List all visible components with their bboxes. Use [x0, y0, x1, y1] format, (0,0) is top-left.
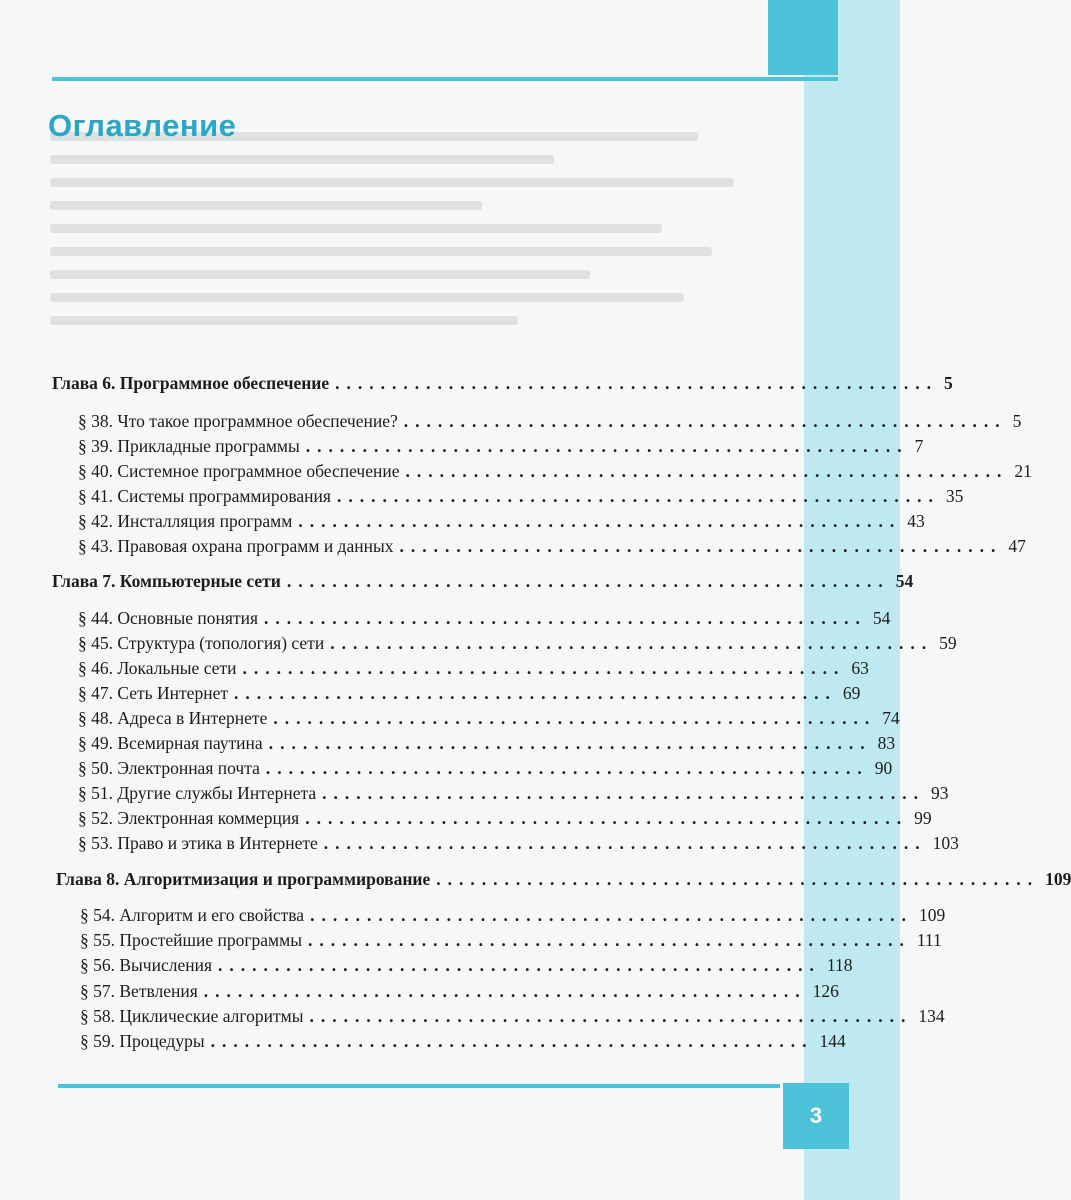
section-title: § 48. Адреса в Интернете: [78, 708, 268, 728]
toc-section-54[interactable]: [80, 904, 946, 926]
section-title: § 45. Структура (топология) сети: [78, 633, 325, 653]
section-page: 43: [907, 511, 925, 531]
footer-rule: [58, 1084, 780, 1088]
section-title: § 39. Прикладные программы: [78, 436, 300, 456]
dot-leader: .....................................................: [203, 981, 807, 1001]
section-title: § 43. Правовая охрана программ и данных: [78, 536, 394, 556]
section-title: § 47. Сеть Интернет: [78, 683, 228, 703]
page-title: Оглавление: [48, 108, 237, 143]
section-page: 118: [826, 955, 853, 975]
toc-section-55[interactable]: [80, 929, 942, 951]
section-page: 5: [1012, 411, 1022, 431]
section-title: § 56. Вычисления: [80, 955, 213, 975]
section-page: 21: [1014, 461, 1032, 481]
toc-section-39[interactable]: [78, 435, 924, 457]
toc-section-53[interactable]: [78, 832, 959, 854]
dot-leader: .....................................................: [305, 436, 909, 456]
toc-section-49[interactable]: [78, 732, 896, 754]
section-page: 134: [918, 1006, 945, 1026]
section-title: § 55. Простейшие программы: [80, 930, 302, 950]
section-page: 47: [1008, 536, 1026, 556]
toc-section-46[interactable]: [78, 657, 869, 679]
dot-leader: .....................................................: [322, 783, 925, 803]
toc-section-45[interactable]: [78, 632, 957, 654]
toc-chapter-6[interactable]: [52, 372, 953, 394]
section-page: 63: [851, 658, 869, 678]
dot-leader: .....................................................: [307, 930, 911, 950]
chapter-title: Глава 6. Программное обеспечение: [52, 373, 330, 393]
toc-section-57[interactable]: [80, 980, 839, 1002]
dot-leader: .....................................................: [273, 708, 877, 728]
section-page: 54: [872, 608, 891, 628]
section-title: § 50. Электронная почта: [78, 758, 260, 778]
page-number-box: [783, 1083, 849, 1149]
section-page: 90: [874, 758, 893, 778]
dot-leader: .....................................................: [310, 905, 913, 925]
toc-chapter-7[interactable]: [52, 570, 914, 592]
section-title: § 51. Другие службы Интернета: [78, 783, 317, 803]
section-title: § 52. Электронная коммерция: [78, 808, 300, 828]
dot-leader: .....................................................: [436, 869, 1040, 889]
section-title: § 46. Локальные сети: [78, 658, 237, 678]
toc-section-59[interactable]: [80, 1030, 846, 1052]
section-page: 103: [932, 833, 959, 853]
dot-leader: .....................................................: [218, 955, 821, 975]
section-title: § 53. Право и этика в Интернете: [78, 833, 318, 853]
chapter-page: 5: [944, 373, 953, 393]
section-title: § 42. Инсталляция программ: [78, 511, 293, 531]
section-page: 74: [882, 708, 900, 728]
dot-leader: .....................................................: [309, 1006, 913, 1026]
section-page: 99: [914, 808, 932, 828]
section-title: § 57. Ветвления: [80, 981, 198, 1001]
dot-leader: .....................................................: [264, 608, 867, 628]
section-title: § 40. Системное программное обеспечение: [78, 461, 400, 481]
section-page: 126: [812, 981, 839, 1001]
section-title: § 44. Основные понятия: [78, 608, 259, 628]
section-page: 109: [918, 905, 946, 925]
dot-leader: .....................................................: [335, 373, 939, 393]
dot-leader: .....................................................: [305, 808, 909, 828]
section-page: 144: [819, 1031, 846, 1051]
chapter-title: Глава 7. Компьютерные сети: [52, 571, 281, 591]
section-title: § 58. Циклические алгоритмы: [80, 1006, 304, 1026]
toc-section-40[interactable]: [78, 460, 1032, 482]
toc-section-44[interactable]: [78, 607, 891, 629]
dot-leader: .....................................................: [323, 833, 927, 853]
toc-section-52[interactable]: [78, 807, 932, 829]
dot-leader: .....................................................: [399, 536, 1003, 556]
dot-leader: .....................................................: [233, 683, 837, 703]
dot-leader: .....................................................: [268, 733, 872, 753]
toc-section-51[interactable]: [78, 782, 949, 804]
dot-leader: .....................................................: [242, 658, 846, 678]
section-title: § 41. Системы программирования: [78, 486, 331, 506]
dot-leader: .....................................................: [330, 633, 934, 653]
toc-section-58[interactable]: [80, 1005, 945, 1027]
dot-leader: .....................................................: [298, 511, 902, 531]
page-number: 3: [809, 1103, 823, 1128]
dot-leader: .....................................................: [286, 571, 890, 591]
toc-section-48[interactable]: [78, 707, 900, 729]
dot-leader: .....................................................: [336, 486, 940, 506]
chapter-page: 54: [895, 571, 914, 591]
toc-section-38[interactable]: [78, 410, 1022, 432]
section-page: 35: [945, 486, 964, 506]
section-page: 83: [877, 733, 896, 753]
dot-leader: .....................................................: [405, 461, 1009, 481]
toc-section-56[interactable]: [80, 954, 853, 976]
section-page: 111: [916, 930, 942, 950]
section-page: 59: [939, 633, 957, 653]
chapter-title: Глава 8. Алгоритмизация и программирование: [56, 869, 431, 889]
section-page: 7: [914, 436, 924, 456]
toc-section-50[interactable]: [78, 757, 893, 779]
dot-leader: .....................................................: [210, 1031, 814, 1051]
section-title: § 38. Что такое программное обеспечение?: [78, 411, 398, 431]
section-title: § 49. Всемирная паутина: [78, 733, 263, 753]
section-title: § 59. Процедуры: [80, 1031, 205, 1051]
section-page: 69: [842, 683, 861, 703]
toc-section-43[interactable]: [78, 535, 1026, 557]
toc-section-41[interactable]: [78, 485, 964, 507]
chapter-page: 109: [1045, 869, 1071, 889]
dot-leader: .....................................................: [403, 411, 1007, 431]
toc-section-42[interactable]: [78, 510, 925, 532]
section-title: § 54. Алгоритм и его свойства: [80, 905, 305, 925]
dot-leader: .....................................................: [265, 758, 869, 778]
section-page: 93: [931, 783, 949, 803]
toc-chapter-8[interactable]: [56, 868, 1071, 890]
toc-section-47[interactable]: [78, 682, 861, 704]
